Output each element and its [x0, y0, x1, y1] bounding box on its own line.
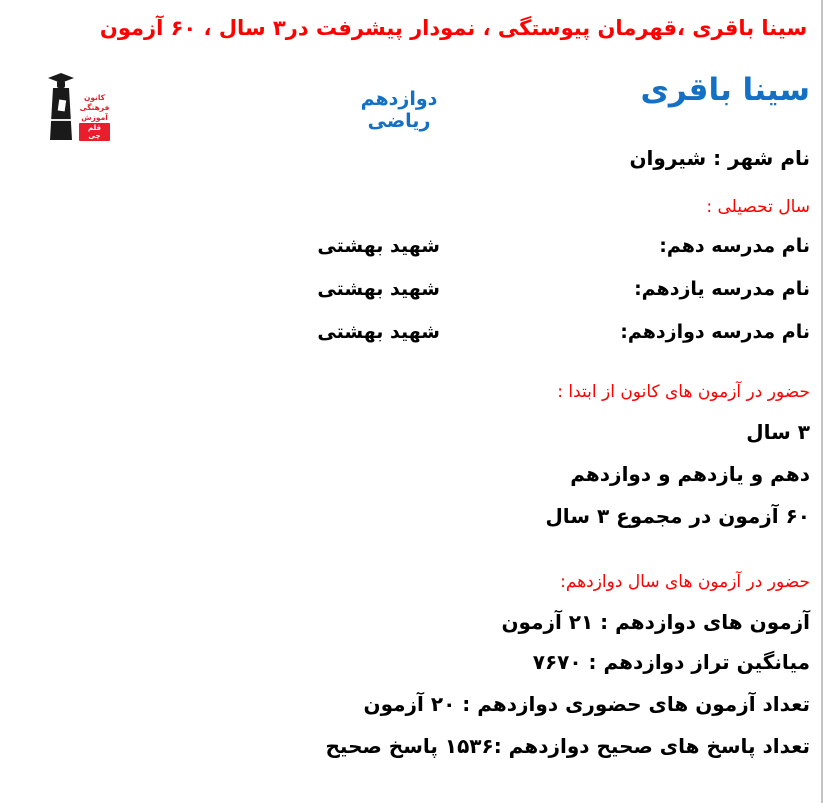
- grade12-correct-answers: تعداد پاسخ های صحیح دوازدهم :۱۵۳۶ پاسخ صحیح: [325, 734, 810, 758]
- attendance-overall-header: حضور در آزمون های کانون از ابتدا :: [557, 382, 810, 402]
- student-name: سینا باقری: [640, 72, 810, 108]
- grade12-section-header: حضور در آزمون های سال دوازدهم:: [560, 572, 810, 592]
- kanoon-logo: [46, 72, 110, 142]
- grade12-average-score: میانگین تراز دوازدهم : ۷۶۷۰: [532, 650, 810, 674]
- city-line: نام شهر : شیروان: [629, 146, 810, 170]
- academic-year-label: سال تحصیلی :: [706, 197, 810, 217]
- page-right-border: [821, 0, 823, 803]
- school-grade11-value: شهید بهشتی: [317, 278, 440, 300]
- logo-wordmark: [79, 72, 110, 142]
- school-grade10-value: شهید بهشتی: [317, 235, 440, 257]
- school-grade12-label: نام مدرسه دوازدهم:: [620, 321, 810, 343]
- logo-word-amoozesh: آموزش: [81, 113, 108, 122]
- logo-word-kanoon: کانون: [83, 93, 106, 102]
- attendance-grades: دهم و یازدهم و دوازدهم: [570, 462, 810, 486]
- school-grade12-value: شهید بهشتی: [317, 321, 440, 343]
- attendance-total-exams: ۶۰ آزمون در مجموع ۳ سال: [545, 504, 810, 528]
- attendance-years: ۳ سال: [746, 420, 810, 444]
- grade-label: دوازدهم ریاضی: [360, 88, 438, 132]
- grade12-inperson-exams: تعداد آزمون های حضوری دوازدهم : ۲۰ آزمون: [363, 692, 810, 716]
- logo-word-farhangi: فرهنگی: [79, 103, 110, 112]
- graduate-figure-icon: [46, 72, 76, 142]
- school-grade10-label: نام مدرسه دهم:: [659, 235, 810, 257]
- school-grade11-label: نام مدرسه یازدهم:: [634, 278, 810, 300]
- page-title: سینا باقری ،قهرمان پیوستگی ، نمودار پیشرفت در۳ سال ، ۶۰ آزمون: [99, 16, 808, 40]
- ghalamchi-badge: قلم چی: [79, 123, 110, 141]
- grade12-exams: آزمون های دوازدهم : ۲۱ آزمون: [501, 610, 810, 634]
